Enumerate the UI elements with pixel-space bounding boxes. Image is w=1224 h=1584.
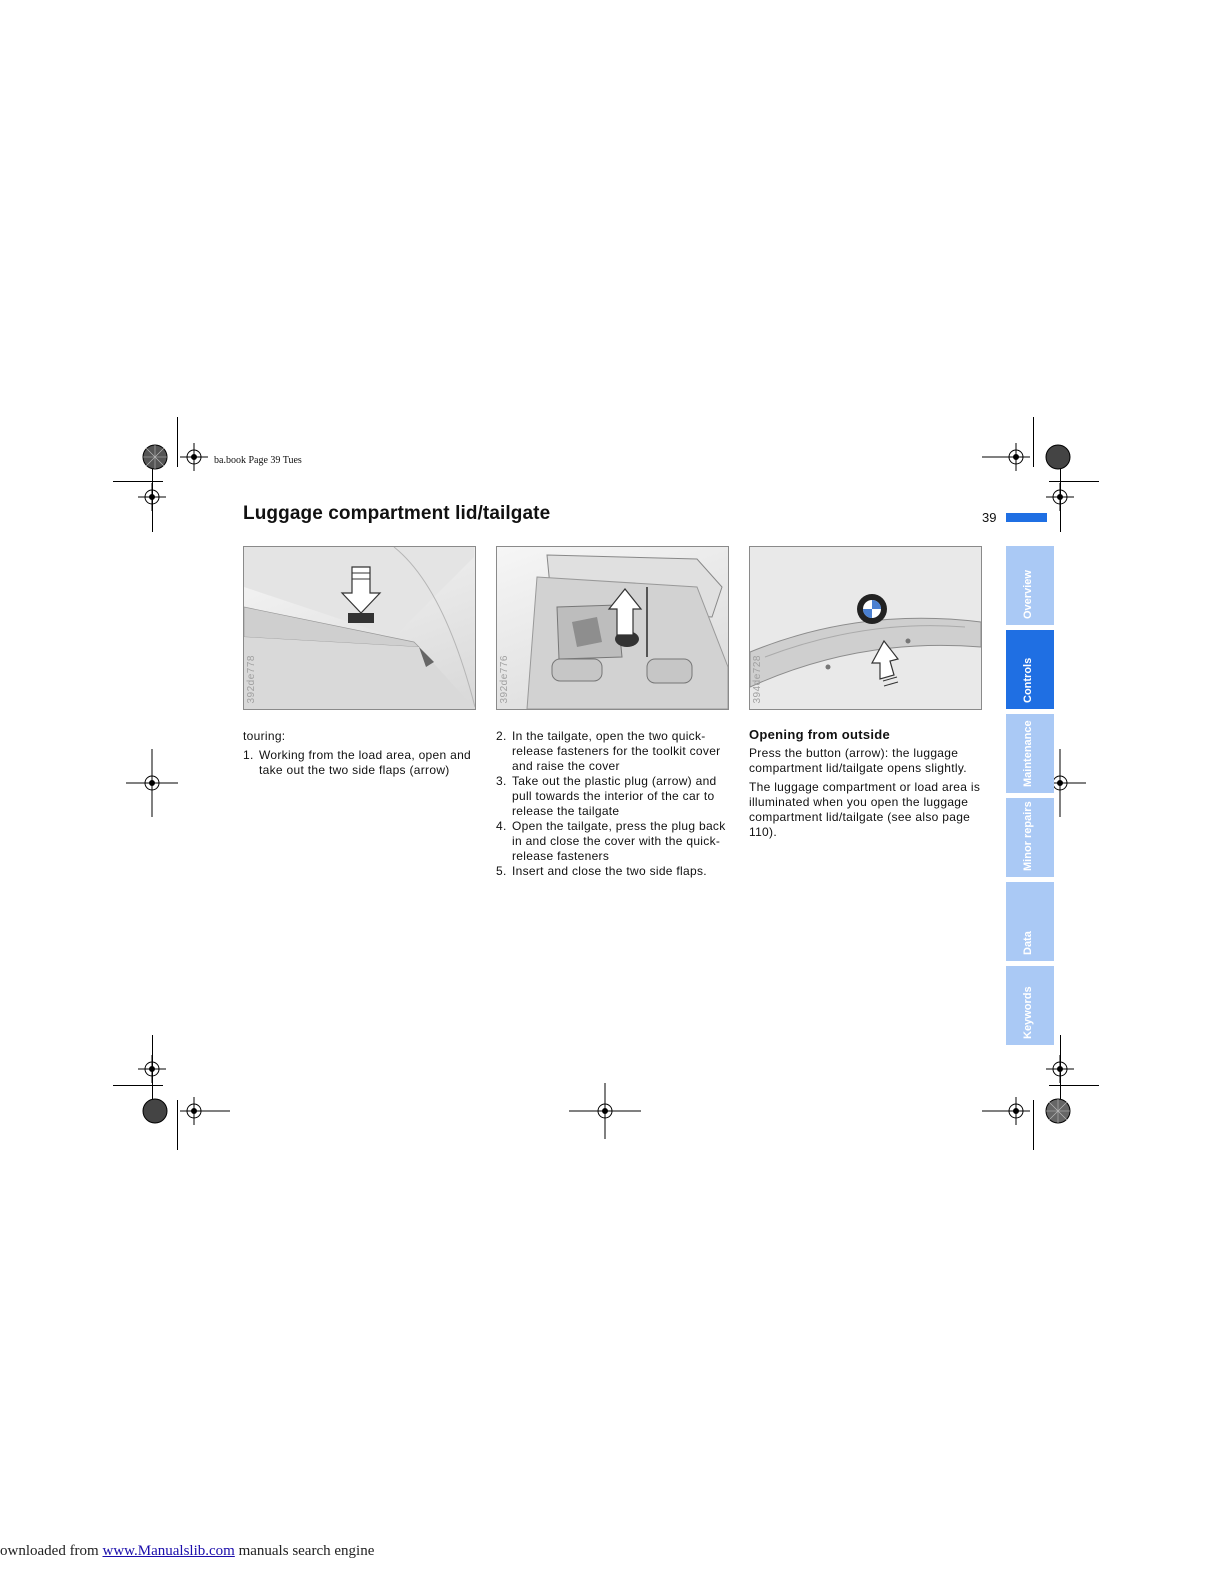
tab-maintenance[interactable] — [1006, 714, 1054, 793]
column-tailgate-steps — [496, 729, 738, 879]
step-number: 1. — [243, 748, 254, 762]
figure-tailgate-cover — [496, 546, 729, 710]
step-text: Open the tailgate, press the plug back in and close the cover with the quick-release fasteners — [512, 819, 726, 863]
steps-list — [243, 748, 473, 778]
tab-minor-repairs[interactable] — [1006, 798, 1054, 877]
tab-data[interactable] — [1006, 882, 1054, 961]
figure-side-flaps — [243, 546, 476, 710]
page-number: 39 — [982, 510, 997, 525]
tab-label: Overview — [1022, 570, 1034, 619]
step-text: Working from the load area, open and take out the two side flaps (arrow) — [259, 748, 472, 777]
tab-label: Maintenance — [1022, 720, 1034, 787]
steps-list — [496, 729, 738, 879]
list-item — [496, 729, 738, 774]
paragraph: The luggage compartment or load area is illuminated when you open the luggage compartment lid/tailgate (see also page 110). — [749, 780, 981, 839]
tab-label: Minor repairs — [1022, 801, 1034, 871]
manualslib-link[interactable]: www.Manualslib.com — [102, 1543, 235, 1559]
tab-keywords[interactable] — [1006, 966, 1054, 1045]
tab-label: Controls — [1022, 657, 1034, 703]
column-opening-outside — [749, 727, 991, 844]
figure-code: 392de778 — [246, 654, 257, 703]
tailgate-cover-illustration — [497, 547, 728, 709]
book-header-note: ba.book Page 39 Tues — [214, 455, 302, 466]
list-item — [496, 774, 738, 819]
outside-button-illustration — [750, 547, 981, 709]
figure-code: 392de776 — [499, 654, 510, 703]
figure-code: 394de728 — [752, 654, 763, 703]
tab-controls[interactable] — [1006, 630, 1054, 709]
list-item — [496, 819, 738, 864]
tab-label: Data — [1022, 931, 1034, 955]
page-number-bar — [1006, 513, 1047, 522]
list-item — [243, 748, 473, 778]
column-touring — [243, 729, 473, 778]
download-footer — [0, 1543, 374, 1560]
side-flap-illustration — [244, 547, 475, 709]
step-number: 4. — [496, 819, 507, 833]
tab-label: Keywords — [1022, 986, 1034, 1039]
section-heading: Opening from outside — [749, 727, 891, 742]
step-text: Take out the plastic plug (arrow) and pull towards the interior of the car to release the tailgate — [512, 774, 717, 818]
step-text: In the tailgate, open the two quick-release fasteners for the toolkit cover and raise the cover — [512, 729, 721, 773]
intro-text: touring: — [243, 729, 286, 743]
tab-overview[interactable] — [1006, 546, 1054, 625]
step-number: 2. — [496, 729, 507, 743]
page-title: Luggage compartment lid/tailgate — [243, 503, 551, 524]
step-number: 5. — [496, 864, 507, 878]
step-number: 3. — [496, 774, 507, 788]
step-text: Insert and close the two side flaps. — [512, 864, 707, 878]
paragraph: Press the button (arrow): the luggage compartment lid/tailgate opens slightly. — [749, 746, 967, 775]
footer-prefix: ownloaded from — [0, 1543, 103, 1559]
list-item — [496, 864, 738, 879]
footer-suffix: manuals search engine — [234, 1543, 375, 1559]
figure-outside-button — [749, 546, 982, 710]
